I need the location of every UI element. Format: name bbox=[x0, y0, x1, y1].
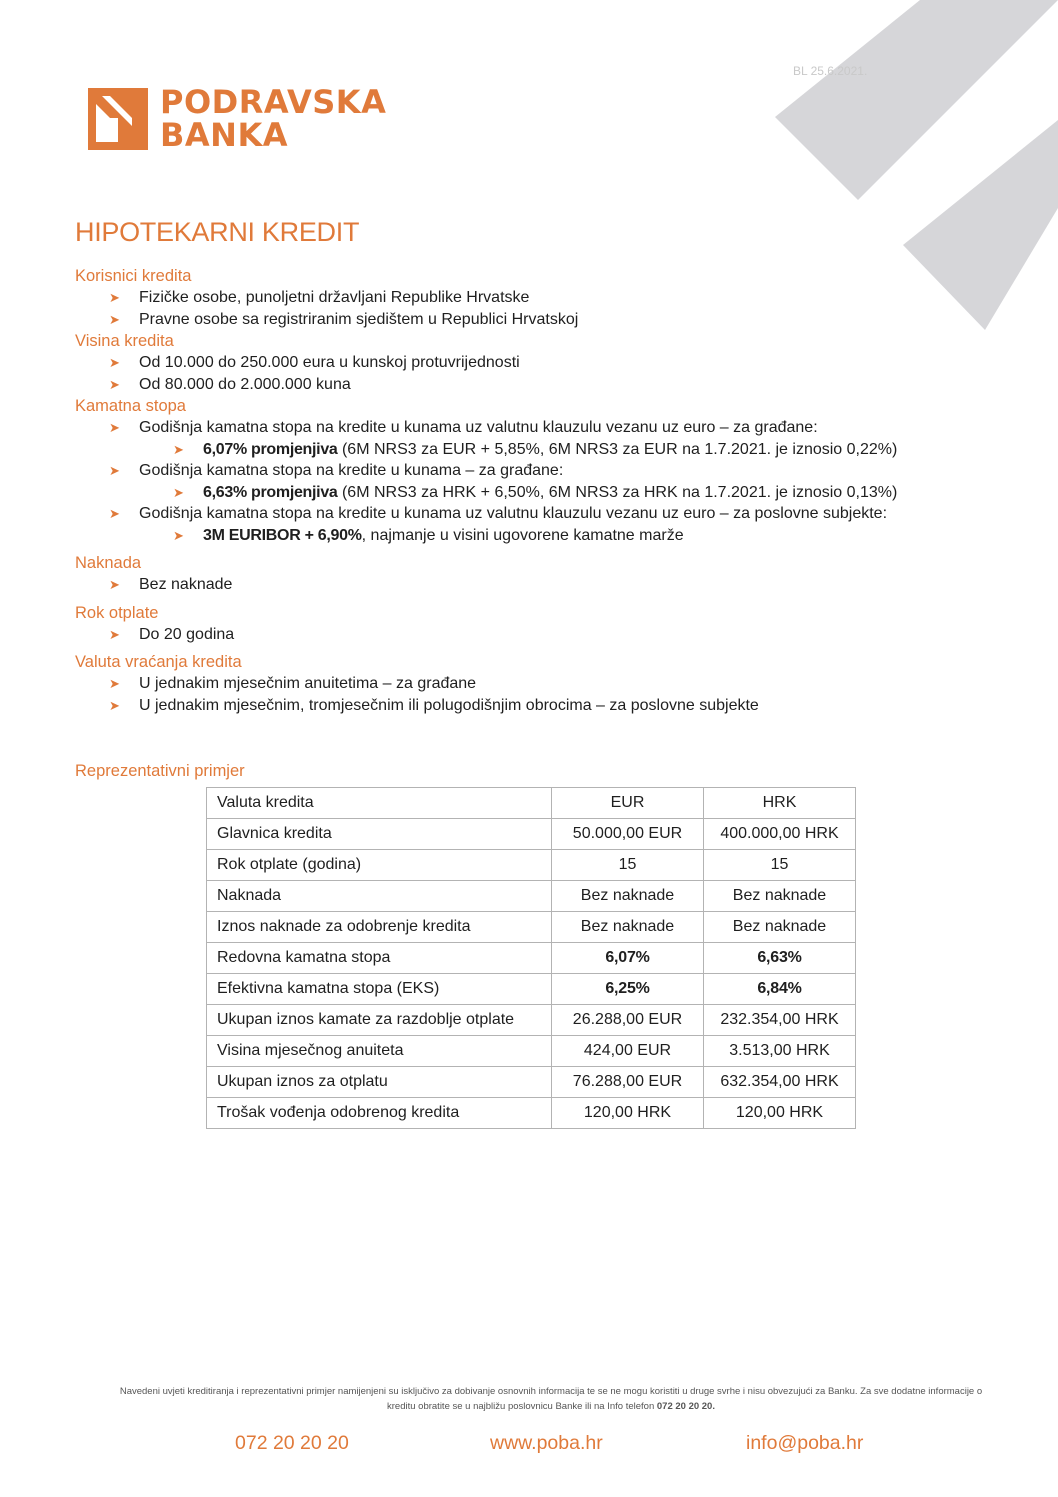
row-label: Trošak vođenja odobrenog kredita bbox=[207, 1098, 552, 1129]
arrow-bullet-icon: ➤ bbox=[173, 484, 184, 500]
column-header: Valuta kredita bbox=[207, 788, 552, 819]
cell-hrk: 120,00 HRK bbox=[704, 1098, 856, 1129]
table-row bbox=[207, 943, 856, 974]
cell-hrk: Bez naknade bbox=[704, 881, 856, 912]
rate-highlight: 6,07% promjenjiva bbox=[203, 440, 338, 458]
bank-logo bbox=[88, 83, 387, 154]
table-row bbox=[207, 1005, 856, 1036]
list-item: ➤ Pravne osobe sa registriranim sjedištem u Republici Hrvatskoj bbox=[75, 309, 1015, 331]
cell-hrk: 632.354,00 HRK bbox=[704, 1067, 856, 1098]
list-item: ➤ Godišnja kamatna stopa na kredite u kunama – za građane: bbox=[75, 460, 1015, 482]
representative-example-title: Reprezentativni primjer bbox=[75, 762, 245, 780]
arrow-bullet-icon: ➤ bbox=[109, 463, 120, 478]
arrow-bullet-icon: ➤ bbox=[109, 697, 120, 713]
table-row bbox=[207, 1036, 856, 1067]
arrow-bullet-icon: ➤ bbox=[173, 527, 184, 543]
row-label: Rok otplate (godina) bbox=[207, 850, 552, 881]
sub-list-item: ➤ 3M EURIBOR + 6,90%, najmanje u visini ugovorene kamatne marže bbox=[75, 525, 1015, 547]
cell-eur: Bez naknade bbox=[552, 881, 704, 912]
row-label: Visina mjesečnog anuiteta bbox=[207, 1036, 552, 1067]
table-header-row bbox=[207, 788, 856, 819]
row-label: Efektivna kamatna stopa (EKS) bbox=[207, 974, 552, 1005]
list-item: ➤ Do 20 godina bbox=[75, 624, 1015, 646]
arrow-bullet-icon: ➤ bbox=[109, 506, 120, 521]
row-label: Naknada bbox=[207, 881, 552, 912]
list-item: ➤ Fizičke osobe, punoljetni državljani Republike Hrvatske bbox=[75, 287, 1015, 309]
list-item: ➤ U jednakim mjesečnim, tromjesečnim ili polugodišnjim obrocima – za poslovne subjekte bbox=[75, 695, 1015, 717]
column-header: HRK bbox=[704, 788, 856, 819]
rate-highlight: 6,63% promjenjiva bbox=[203, 483, 338, 501]
table-row bbox=[207, 850, 856, 881]
row-label: Iznos naknade za odobrenje kredita bbox=[207, 912, 552, 943]
representative-example-table bbox=[206, 787, 856, 1129]
arrow-bullet-icon: ➤ bbox=[173, 441, 184, 457]
contact-email-link[interactable]: info@poba.hr bbox=[746, 1432, 864, 1454]
section-title-valuta-vracanja: Valuta vraćanja kredita bbox=[75, 653, 242, 671]
cell-eur: 50.000,00 EUR bbox=[552, 819, 704, 850]
table-row bbox=[207, 974, 856, 1005]
table-row bbox=[207, 912, 856, 943]
section-title-visina: Visina kredita bbox=[75, 332, 174, 350]
cell-hrk: 3.513,00 HRK bbox=[704, 1036, 856, 1067]
arrow-bullet-icon: ➤ bbox=[109, 355, 120, 370]
cell-eur: 15 bbox=[552, 850, 704, 881]
arrow-bullet-icon: ➤ bbox=[109, 577, 120, 592]
table-row bbox=[207, 1067, 856, 1098]
list-item: ➤ Bez naknade bbox=[75, 574, 1015, 596]
table-row bbox=[207, 1098, 856, 1129]
list-item: ➤ Godišnja kamatna stopa na kredite u kunama uz valutnu klauzulu vezanu uz euro – za građane: bbox=[75, 417, 1015, 439]
contact-phone: 072 20 20 20 bbox=[235, 1432, 349, 1454]
cell-hrk: 6,63% bbox=[704, 943, 856, 974]
logo-line-1: PODRAVSKA bbox=[160, 83, 387, 121]
cell-eur: 6,07% bbox=[552, 943, 704, 974]
cell-eur: 120,00 HRK bbox=[552, 1098, 704, 1129]
cell-eur: 26.288,00 EUR bbox=[552, 1005, 704, 1036]
disclaimer-text: Navedeni uvjeti kreditiranja i reprezentativni primjer namijenjeni su isključivo za dobivanje osnovnih informacija te se ne mogu koristiti u druge svrhe i nisu obvezujući za Banku. Za sve dodatne informacije o kreditu obratite se u najbližu poslovnicu Banke ili na Info telefon 072 20 20 20. bbox=[119, 1386, 983, 1412]
arrow-bullet-icon: ➤ bbox=[109, 420, 120, 435]
section-title-kamatna-stopa: Kamatna stopa bbox=[75, 397, 186, 415]
list-item: ➤ Od 10.000 do 250.000 eura u kunskoj protuvrijednosti bbox=[75, 352, 1015, 374]
contact-website-link[interactable]: www.poba.hr bbox=[490, 1432, 603, 1454]
arrow-bullet-icon: ➤ bbox=[109, 626, 120, 642]
table-row bbox=[207, 881, 856, 912]
cell-hrk: 15 bbox=[704, 850, 856, 881]
cell-hrk: 6,84% bbox=[704, 974, 856, 1005]
section-title-naknada: Naknada bbox=[75, 554, 142, 572]
row-label: Ukupan iznos kamate za razdoblje otplate bbox=[207, 1005, 552, 1036]
cell-hrk: 232.354,00 HRK bbox=[704, 1005, 856, 1036]
page-title: HIPOTEKARNI KREDIT bbox=[75, 217, 360, 247]
logo-mark-icon bbox=[88, 88, 148, 150]
section-title-rok-otplate: Rok otplate bbox=[75, 603, 159, 622]
row-label: Ukupan iznos za otplatu bbox=[207, 1067, 552, 1098]
cell-eur: 424,00 EUR bbox=[552, 1036, 704, 1067]
row-label: Glavnica kredita bbox=[207, 819, 552, 850]
arrow-bullet-icon: ➤ bbox=[109, 376, 120, 392]
disclaimer-phone: 072 20 20 20. bbox=[656, 1401, 715, 1412]
arrow-bullet-icon: ➤ bbox=[109, 676, 120, 691]
cell-hrk: Bez naknade bbox=[704, 912, 856, 943]
column-header: EUR bbox=[552, 788, 704, 819]
rate-highlight: 3M EURIBOR + 6,90% bbox=[203, 526, 362, 544]
row-label: Redovna kamatna stopa bbox=[207, 943, 552, 974]
terms-content bbox=[75, 265, 1015, 716]
sub-list-item: ➤ 6,63% promjenjiva (6M NRS3 za HRK + 6,50%, 6M NRS3 za HRK na 1.7.2021. je iznosio 0,13%) bbox=[75, 482, 1015, 504]
arrow-bullet-icon: ➤ bbox=[109, 290, 120, 305]
cell-eur: 6,25% bbox=[552, 974, 704, 1005]
table-row bbox=[207, 819, 856, 850]
list-item: ➤ Od 80.000 do 2.000.000 kuna bbox=[75, 374, 1015, 396]
cell-eur: 76.288,00 EUR bbox=[552, 1067, 704, 1098]
arrow-bullet-icon: ➤ bbox=[109, 311, 120, 327]
list-item: ➤ Godišnja kamatna stopa na kredite u kunama uz valutnu klauzulu vezanu uz euro – za poslovne subjekte: bbox=[75, 503, 1015, 525]
cell-hrk: 400.000,00 HRK bbox=[704, 819, 856, 850]
cell-eur: Bez naknade bbox=[552, 912, 704, 943]
logo-line-2: BANKA bbox=[160, 116, 288, 154]
section-title-korisnici: Korisnici kredita bbox=[75, 267, 192, 285]
list-item: ➤ U jednakim mjesečnim anuitetima – za građane bbox=[75, 673, 1015, 695]
sub-list-item: ➤ 6,07% promjenjiva (6M NRS3 za EUR + 5,85%, 6M NRS3 za EUR na 1.7.2021. je iznosio 0,22%) bbox=[75, 439, 1015, 461]
document-reference: BL 25.6.2021. bbox=[793, 64, 868, 78]
